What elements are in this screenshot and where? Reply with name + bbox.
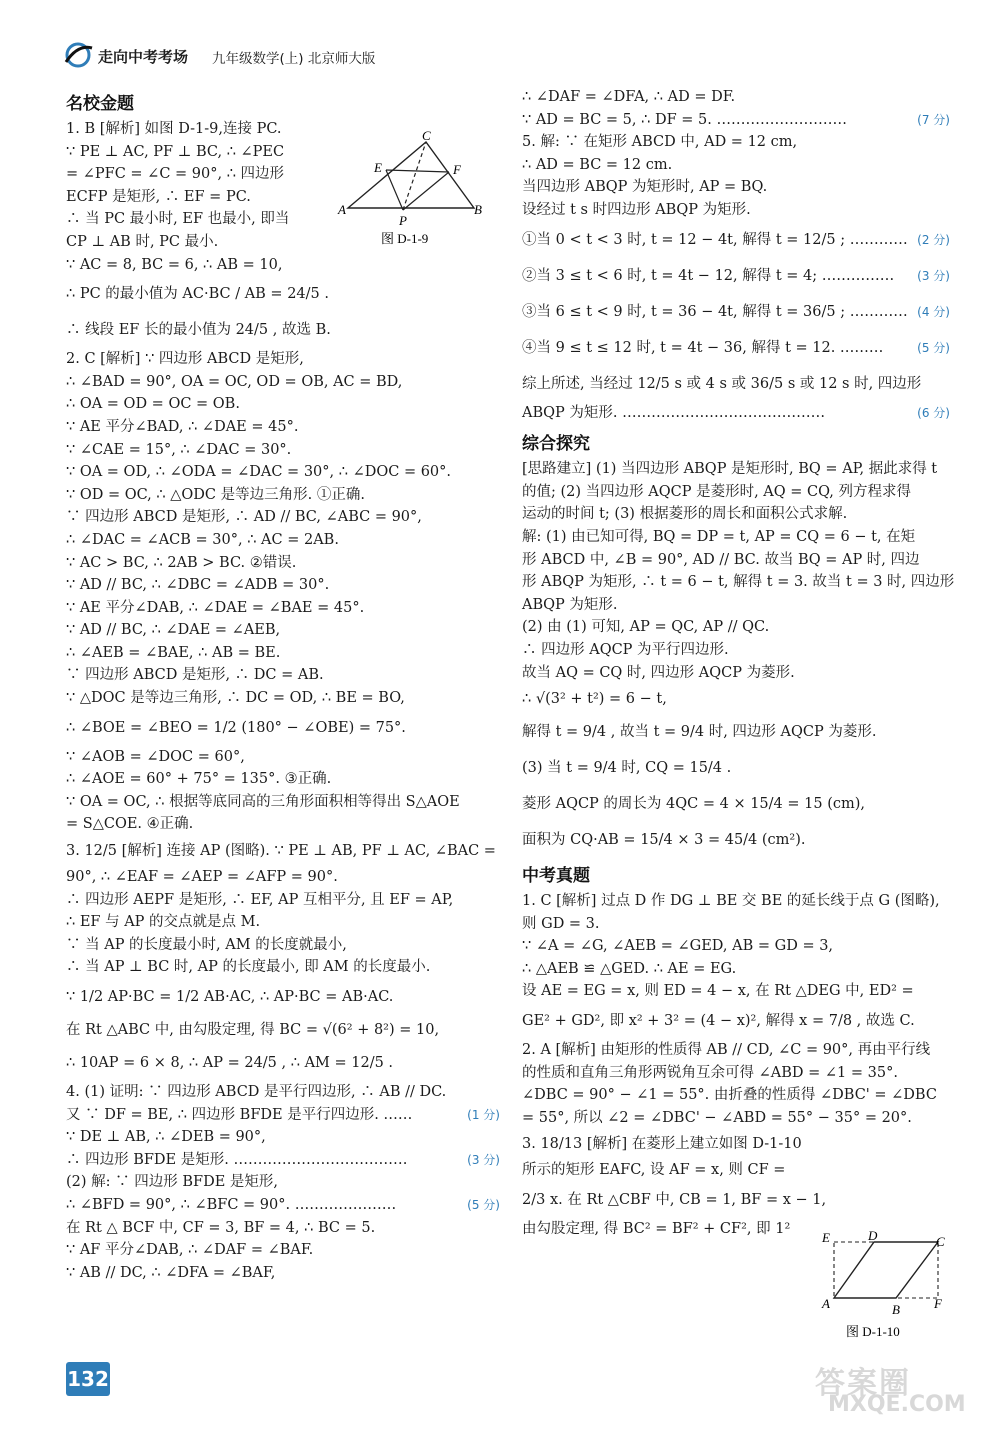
fig1-label-e: E: [374, 160, 382, 175]
line-text: ③当 6 ≤ t < 9 时, t = 36 − 4t, 解得 t = 36/5 ; …………: [522, 303, 908, 320]
text-line: [66, 371, 500, 394]
line-text: 菱形 AQCP 的周长为 4QC = 4 × 15/4 = 15 (cm),: [522, 796, 865, 813]
score-mark: (5 分): [467, 1197, 500, 1212]
fig2-caption: 图 D-1-10: [846, 1324, 900, 1339]
text-line: [66, 1149, 500, 1172]
line-text: 1. B [解析] 如图 D-1-9,连接 PC.: [66, 121, 282, 137]
text-line: [66, 934, 500, 957]
line-text: ∵ 四边形 ABCD 是矩形, ∴ AD // BC, ∠ABC = 90°,: [66, 509, 422, 526]
line-text: ∵ AD // BC, ∴ ∠DAE = ∠AEB,: [66, 622, 281, 639]
text-line: [522, 258, 950, 294]
line-text: 由勾股定理, 得 BC² = BF² + CF², 即 1²: [522, 1221, 791, 1238]
score-mark: (3 分): [467, 1152, 500, 1167]
section-title-1: 名校金题: [66, 94, 134, 114]
text-line: [66, 393, 500, 416]
swoosh-logo-icon: [62, 40, 94, 70]
line-text: ∵ AC > BC, ∴ 2AB > BC. ②错误.: [66, 554, 297, 571]
text-line: [66, 552, 500, 575]
line-text: 运动的时间 t; (3) 根据菱形的周长和面积公式求解.: [522, 506, 848, 523]
text-line: [522, 330, 950, 366]
score-mark: (2 分): [917, 232, 950, 247]
text-line: [66, 416, 500, 439]
text-line: [522, 786, 950, 822]
right-column: [522, 86, 955, 1241]
text-line: [522, 1062, 950, 1085]
text-line: [522, 154, 950, 177]
text-line: [66, 461, 500, 484]
line-text: 面积为 CQ·AB = 15/4 × 3 = 45/4 (cm²).: [522, 832, 806, 849]
line-text: 2. A [解析] 由矩形的性质得 AB // CD, ∠C = 90°, 再由平行线: [522, 1042, 931, 1059]
text-line: [522, 526, 950, 549]
line-text: 当四边形 ABQP 为矩形时, AP = BQ.: [522, 179, 768, 196]
line-text: 又 ∵ DF = BE, ∴ 四边形 BFDE 是平行四边形. ……: [66, 1106, 413, 1123]
line-text: ∵ AE 平分∠DAB, ∴ ∠DAE = ∠BAE = 45°.: [66, 599, 365, 616]
section-title-3: 中考真题: [522, 866, 590, 887]
figure-d-1-9: [336, 128, 486, 246]
line-text: 所示的矩形 EAFC, 设 AF = x, 则 CF =: [522, 1162, 786, 1179]
line-text: 90°, ∴ ∠EAF = ∠AEP = ∠AFP = 90°.: [66, 869, 338, 886]
line-text: [思路建立] (1) 当四边形 ABQP 是矩形时, BQ = AP, 据此求得 t: [522, 461, 938, 478]
section-title-2: 综合探究: [522, 434, 590, 455]
line-text: = ∠PFC = ∠C = 90°, ∴ 四边形: [66, 166, 285, 183]
line-text: ∴ OA = OD = OC = OB.: [66, 396, 240, 413]
line-text: ∴ 当 PC 最小时, EF 也最小, 即当: [66, 211, 290, 228]
text-line: [522, 639, 950, 662]
text-line: [66, 956, 500, 979]
fig2-label-a: A: [822, 1296, 830, 1311]
line-text: ∴ ∠AEB = ∠BAE, ∴ AB = BE.: [66, 644, 281, 661]
segment-ef: [386, 170, 449, 172]
text-line: [66, 836, 500, 866]
line-text: CP ⊥ AB 时, PC 最小.: [66, 233, 219, 250]
text-line: [66, 687, 500, 710]
text-line: [522, 913, 950, 936]
text-line: [522, 594, 950, 617]
text-line: [522, 571, 955, 594]
line-text: ∴ ∠DAC = ∠ACB = 30°, ∴ AC = 2AB.: [66, 531, 339, 548]
line-text: ∴ ∠BAD = 90°, OA = OC, OD = OB, AC = BD,: [66, 373, 403, 390]
text-line: [66, 889, 500, 912]
page-header: [62, 44, 942, 68]
segment-pe: [386, 170, 403, 210]
text-line: [522, 481, 950, 504]
text-line: [66, 1239, 500, 1262]
line-text: ∵ OA = OC, ∴ 根据等底同高的三角形面积相等得出 S△AOE: [66, 793, 460, 810]
line-text: 的值; (2) 当四边形 AQCP 是菱形时, AQ = CQ, 列方程求得: [522, 483, 911, 500]
fig2-label-c: C: [936, 1234, 945, 1249]
fig2-label-e: E: [822, 1230, 830, 1245]
text-line: [522, 1107, 950, 1130]
text-line: [522, 1039, 950, 1062]
text-line: [522, 366, 950, 402]
line-text: ∵ AD // BC, ∴ ∠DBC = ∠ADB = 30°.: [66, 577, 330, 594]
text-line: [522, 176, 950, 199]
text-line: [66, 1194, 500, 1217]
fig1-caption: 图 D-1-9: [381, 231, 429, 246]
line-text: ∴ ∠AOE = 60° + 75° = 135°. ③正确.: [66, 771, 332, 788]
line-text: 在 Rt △ABC 中, 由勾股定理, 得 BC = √(6² + 8²) = 10,: [66, 1022, 440, 1038]
text-line: [522, 549, 950, 572]
line-text: ECFP 是矩形, ∴ EF = PC.: [66, 188, 251, 205]
text-line: [66, 506, 500, 529]
line-text: 的性质和直角三角形两锐角互余可得 ∠ABD = ∠1 = 35°.: [522, 1064, 898, 1081]
line-text: ②当 3 ≤ t < 6 时, t = 4t − 12, 解得 t = 4; ……………: [522, 267, 895, 284]
line-text: = S△COE. ④正确.: [66, 816, 194, 833]
line-text: 1. C [解析] 过点 D 作 DG ⊥ BE 交 BE 的延长线于点 G (图略),: [522, 893, 940, 910]
line-text: ∴ ∠BFD = 90°, ∴ ∠BFC = 90°. …………………: [66, 1196, 397, 1213]
text-line: [66, 619, 500, 642]
right-solution-lines: [522, 86, 950, 424]
text-line: [522, 616, 950, 639]
watermark-logo-text: 答案圈: [815, 1366, 911, 1401]
fig1-label-b: B: [474, 202, 482, 217]
text-line: [522, 1159, 950, 1182]
text-line: [66, 529, 500, 552]
fig1-label-c: C: [422, 128, 431, 143]
line-text: ∵ 当 AP 的长度最小时, AM 的长度就最小,: [66, 936, 347, 953]
line-text: ∵ ∠CAE = 15°, ∴ ∠DAC = 30°.: [66, 441, 292, 458]
text-line: [66, 866, 500, 889]
right-exam-lines: [522, 890, 950, 1241]
text-line: [66, 1045, 500, 1081]
line-text: ∴ PC 的最小值为 AC·BC / AB = 24/5 .: [66, 286, 329, 303]
figure-d-1-10: [818, 1228, 948, 1344]
text-line: [66, 312, 500, 348]
line-text: ABQP 为矩形.: [522, 596, 618, 613]
line-text: ∵ OD = OC, ∴ △ODC 是等边三角形. ①正确.: [66, 486, 365, 503]
line-text: 设 AE = EG = x, 则 ED = 4 − x, 在 Rt △DEG 中, ED² =: [522, 983, 914, 1000]
line-text: ABQP 为矩形. ……………………………………: [522, 404, 826, 421]
text-line: [522, 890, 950, 913]
line-text: 3. 18/13 [解析] 在菱形上建立如图 D-1-10: [522, 1136, 802, 1153]
line-text: ∵ PE ⊥ AC, PF ⊥ BC, ∴ ∠PEC: [66, 143, 285, 160]
line-text: 2/3 x. 在 Rt △CBF 中, CB = 1, BF = x − 1,: [522, 1192, 827, 1209]
fig2-label-b: B: [892, 1302, 900, 1317]
rect-eafc: [834, 1242, 938, 1298]
fig2-label-f: F: [934, 1296, 942, 1311]
line-text: 2. C [解析] ∵ 四边形 ABCD 是矩形,: [66, 351, 304, 368]
text-line: [522, 935, 950, 958]
text-line: [66, 664, 500, 687]
text-line: [522, 503, 950, 526]
text-line: [522, 662, 950, 685]
line-text: ∴ 四边形 AEPF 是矩形, ∴ EF, AP 互相平分, 且 EF = AP,: [66, 891, 454, 908]
line-text: ∴ 四边形 AQCP 为平行四边形.: [522, 641, 729, 658]
line-text: ∵ DE ⊥ AB, ∴ ∠DEB = 90°,: [66, 1129, 266, 1146]
text-line: [522, 980, 950, 1003]
line-text: 3. 12/5 [解析] 连接 AP (图略). ∵ PE ⊥ AB, PF ⊥ AC, ∠BAC =: [66, 843, 496, 860]
text-line: [66, 1126, 500, 1149]
text-line: [66, 597, 500, 620]
text-line: [66, 1262, 500, 1285]
line-text: ∠DBC = 90° − ∠1 = 55°. 由折叠的性质得 ∠DBC' = ∠DBC: [522, 1087, 937, 1104]
text-line: [66, 791, 500, 814]
line-text: 形 ABQP 为矩形, ∴ t = 6 − t, 解得 t = 3. 故当 t = 3 时, 四边形: [522, 574, 955, 591]
line-text: ∵ 1/2 AP·BC = 1/2 AB·AC, ∴ AP·BC = AB·AC.: [66, 989, 394, 1005]
line-text: ∵ △DOC 是等边三角形, ∴ DC = OD, ∴ BE = BO,: [66, 690, 405, 707]
text-line: [66, 1081, 500, 1104]
line-text: 5. 解: ∵ 在矩形 ABCD 中, AD = 12 cm,: [522, 134, 798, 151]
score-mark: (1 分): [467, 1107, 500, 1122]
line-text: (3) 当 t = 9/4 时, CQ = 15/4 .: [522, 760, 732, 777]
line-text: 4. (1) 证明: ∵ 四边形 ABCD 是平行四边形, ∴ AB // DC.: [66, 1084, 447, 1100]
line-text: ∴ 10AP = 6 × 8, ∴ AP = 24/5 , ∴ AM = 12/5 .: [66, 1055, 394, 1071]
line-text: ∵ OA = OD, ∴ ∠ODA = ∠DAC = 30°, ∴ ∠DOC = 60°.: [66, 464, 452, 481]
text-line: [66, 484, 500, 507]
text-line: [66, 1104, 500, 1127]
text-line: [522, 1084, 950, 1107]
line-text: ∵ AE 平分∠BAD, ∴ ∠DAE = 45°.: [66, 418, 299, 435]
line-text: ∴ √(3² + t²) = 6 − t,: [522, 691, 667, 708]
line-text: ∵ AD = BC = 5, ∴ DF = 5. ………………………: [522, 111, 847, 128]
score-mark: (7 分): [917, 112, 950, 127]
text-line: [522, 402, 950, 425]
rhombus-abcd: [834, 1242, 938, 1298]
line-text: ①当 0 < t < 3 时, t = 12 − 4t, 解得 t = 12/5 ; …………: [522, 231, 908, 248]
book-subtitle: 九年级数学(上) 北京师大版: [212, 51, 376, 67]
line-text: 综上所述, 当经过 12/5 s 或 4 s 或 36/5 s 或 12 s 时, 四边形: [522, 375, 922, 392]
text-line: [66, 642, 500, 665]
text-line: [522, 958, 950, 981]
fig2-label-d: D: [868, 1228, 878, 1243]
line-text: ∴ ∠DAF = ∠DFA, ∴ AD = DF.: [522, 89, 736, 105]
line-text: ∴ AD = BC = 12 cm.: [522, 156, 673, 173]
segment-pf: [403, 172, 449, 210]
text-line: [66, 746, 500, 769]
text-line: [522, 684, 950, 714]
text-line: [522, 714, 950, 750]
fig1-label-f: F: [453, 162, 461, 177]
line-text: ④当 9 ≤ t ≤ 12 时, t = 4t − 36, 解得 t = 12. ………: [522, 339, 884, 356]
line-text: ∵ AB // DC, ∴ ∠DFA = ∠BAF,: [66, 1264, 276, 1281]
line-text: 则 GD = 3.: [522, 915, 600, 932]
text-line: [66, 276, 500, 312]
text-line: [66, 979, 500, 1015]
text-line: [522, 1003, 950, 1039]
score-mark: (5 分): [917, 340, 950, 355]
line-text: ∴ △AEB ≌ △GED. ∴ AE = EG.: [522, 960, 737, 977]
text-line: [66, 1217, 500, 1240]
left-column: [66, 90, 500, 1284]
line-text: ∵ ∠A = ∠G, ∠AEB = ∠GED, AB = GD = 3,: [522, 938, 834, 955]
text-line: [522, 1129, 950, 1159]
line-text: ∴ 当 AP ⊥ BC 时, AP 的长度最小, 即 AM 的长度最小.: [66, 959, 431, 976]
brand-title: 走向中考考场: [98, 48, 189, 66]
text-line: [66, 1171, 500, 1194]
line-text: 故当 AQ = CQ 时, 四边形 AQCP 为菱形.: [522, 664, 795, 681]
line-text: ∵ AF 平分∠DAB, ∴ ∠DAF = ∠BAF.: [66, 1242, 314, 1259]
text-line: [522, 294, 950, 330]
line-text: = 55°, 所以 ∠2 = ∠DBC' − ∠ABD = 55° − 35° = 20°.: [522, 1109, 912, 1126]
left-solution-lines: [66, 118, 500, 1284]
text-line: [66, 911, 500, 934]
text-line: [66, 574, 500, 597]
line-text: 设经过 t s 时四边形 ABQP 为矩形.: [522, 201, 751, 218]
text-line: [522, 131, 950, 154]
fig1-label-p: P: [399, 213, 407, 228]
line-text: ∴ EF 与 AP 的交点就是点 M.: [66, 914, 261, 931]
score-mark: (6 分): [917, 405, 950, 420]
line-text: 形 ABCD 中, ∠B = 90°, AD // BC. 故当 BQ = AP 时, 四边: [522, 551, 920, 568]
text-line: [66, 254, 500, 277]
line-text: 在 Rt △ BCF 中, CF = 3, BF = 4, ∴ BC = 5.: [66, 1219, 376, 1236]
text-line: [522, 222, 950, 258]
score-mark: (3 分): [917, 268, 950, 283]
line-text: ∵ ∠AOB = ∠DOC = 60°,: [66, 748, 245, 765]
line-text: 解: (1) 由已知可得, BQ = DP = t, AP = CQ = 6 − t, 在矩: [522, 528, 916, 545]
line-text: (2) 由 (1) 可知, AP = QC, AP // QC.: [522, 619, 770, 636]
text-line: [522, 109, 950, 132]
text-line: [66, 768, 500, 791]
text-line: [66, 439, 500, 462]
line-text: (2) 解: ∵ 四边形 BFDE 是矩形,: [66, 1174, 279, 1191]
text-line: [522, 750, 950, 786]
text-line: [522, 822, 950, 858]
line-text: GE² + GD², 即 x² + 3² = (4 − x)², 解得 x = 7/8 , 故选 C.: [522, 1013, 915, 1030]
text-line: [522, 458, 950, 481]
line-text: 解得 t = 9/4 , 故当 t = 9/4 时, 四边形 AQCP 为菱形.: [522, 724, 877, 741]
page-number: 132: [66, 1362, 110, 1396]
text-line: [522, 86, 950, 109]
watermark-url: MXQE.COM: [828, 1392, 966, 1417]
line-text: ∵ 四边形 ABCD 是矩形, ∴ DC = AB.: [66, 667, 324, 684]
text-line: [522, 1182, 950, 1218]
score-mark: (4 分): [917, 304, 950, 319]
text-line: [66, 813, 500, 836]
right-explore-lines: [522, 458, 955, 858]
line-text: ∴ 四边形 BFDE 是矩形. ………………………………: [66, 1151, 408, 1168]
text-line: [66, 710, 500, 746]
text-line: [66, 348, 500, 371]
text-line: [66, 1015, 500, 1045]
line-text: ∴ 线段 EF 长的最小值为 24/5 , 故选 B.: [66, 322, 331, 339]
text-line: [522, 199, 950, 222]
line-text: ∵ AC = 8, BC = 6, ∴ AB = 10,: [66, 256, 283, 273]
line-text: ∴ ∠BOE = ∠BEO = 1/2 (180° − ∠OBE) = 75°.: [66, 719, 406, 736]
fig1-label-a: A: [338, 202, 346, 217]
